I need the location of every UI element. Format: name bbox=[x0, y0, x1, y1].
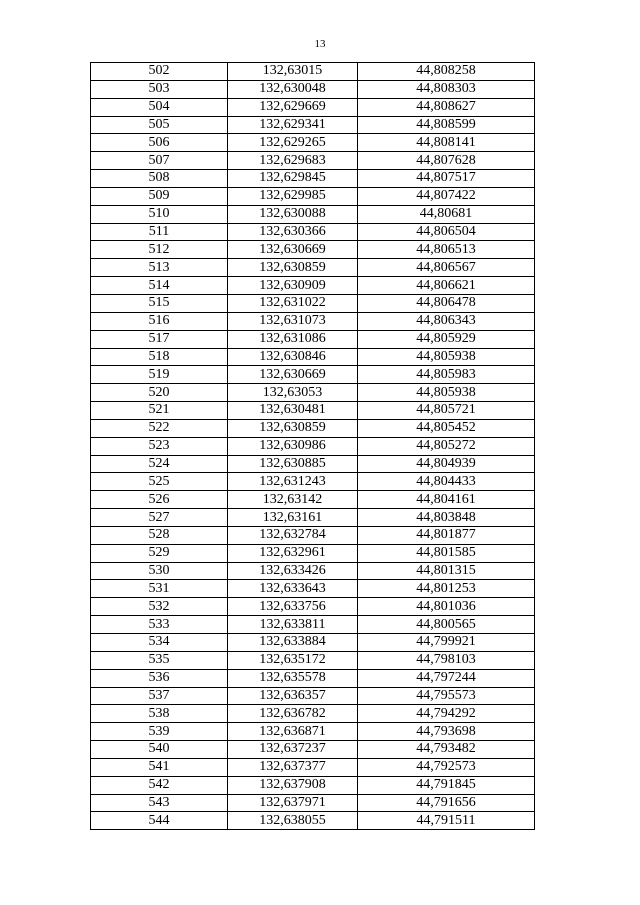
table-row bbox=[91, 384, 535, 402]
y-coordinate-cell: 44,807422 bbox=[358, 187, 535, 205]
table-row bbox=[91, 580, 535, 598]
point-number-cell: 522 bbox=[91, 419, 228, 437]
x-coordinate-cell: 132,63053 bbox=[228, 384, 358, 402]
point-number-cell: 532 bbox=[91, 598, 228, 616]
point-number-cell: 511 bbox=[91, 223, 228, 241]
point-number-cell: 535 bbox=[91, 651, 228, 669]
y-coordinate-cell: 44,806513 bbox=[358, 241, 535, 259]
point-number-cell: 504 bbox=[91, 98, 228, 116]
x-coordinate-cell: 132,633884 bbox=[228, 634, 358, 652]
table-row bbox=[91, 651, 535, 669]
x-coordinate-cell: 132,636357 bbox=[228, 687, 358, 705]
point-number-cell: 508 bbox=[91, 170, 228, 188]
point-number-cell: 524 bbox=[91, 455, 228, 473]
x-coordinate-cell: 132,635172 bbox=[228, 651, 358, 669]
point-number-cell: 538 bbox=[91, 705, 228, 723]
table-row bbox=[91, 170, 535, 188]
point-number-cell: 513 bbox=[91, 259, 228, 277]
x-coordinate-cell: 132,637377 bbox=[228, 758, 358, 776]
x-coordinate-cell: 132,633643 bbox=[228, 580, 358, 598]
point-number-cell: 537 bbox=[91, 687, 228, 705]
x-coordinate-cell: 132,630088 bbox=[228, 205, 358, 223]
y-coordinate-cell: 44,794292 bbox=[358, 705, 535, 723]
y-coordinate-cell: 44,80681 bbox=[358, 205, 535, 223]
y-coordinate-cell: 44,806478 bbox=[358, 294, 535, 312]
x-coordinate-cell: 132,633426 bbox=[228, 562, 358, 580]
y-coordinate-cell: 44,806504 bbox=[358, 223, 535, 241]
point-number-cell: 512 bbox=[91, 241, 228, 259]
table-row bbox=[91, 330, 535, 348]
x-coordinate-cell: 132,630366 bbox=[228, 223, 358, 241]
x-coordinate-cell: 132,631073 bbox=[228, 312, 358, 330]
table-row bbox=[91, 419, 535, 437]
table-row bbox=[91, 116, 535, 134]
x-coordinate-cell: 132,635578 bbox=[228, 669, 358, 687]
table-row bbox=[91, 509, 535, 527]
coordinates-table bbox=[90, 62, 535, 830]
table-row bbox=[91, 598, 535, 616]
y-coordinate-cell: 44,801036 bbox=[358, 598, 535, 616]
point-number-cell: 525 bbox=[91, 473, 228, 491]
x-coordinate-cell: 132,629845 bbox=[228, 170, 358, 188]
x-coordinate-cell: 132,637908 bbox=[228, 776, 358, 794]
x-coordinate-cell: 132,629683 bbox=[228, 152, 358, 170]
y-coordinate-cell: 44,799921 bbox=[358, 634, 535, 652]
point-number-cell: 540 bbox=[91, 741, 228, 759]
y-coordinate-cell: 44,805452 bbox=[358, 419, 535, 437]
y-coordinate-cell: 44,808141 bbox=[358, 134, 535, 152]
y-coordinate-cell: 44,795573 bbox=[358, 687, 535, 705]
point-number-cell: 505 bbox=[91, 116, 228, 134]
y-coordinate-cell: 44,807517 bbox=[358, 170, 535, 188]
table-row bbox=[91, 455, 535, 473]
point-number-cell: 539 bbox=[91, 723, 228, 741]
y-coordinate-cell: 44,805938 bbox=[358, 384, 535, 402]
point-number-cell: 507 bbox=[91, 152, 228, 170]
point-number-cell: 518 bbox=[91, 348, 228, 366]
table-row bbox=[91, 544, 535, 562]
x-coordinate-cell: 132,630669 bbox=[228, 366, 358, 384]
x-coordinate-cell: 132,637237 bbox=[228, 741, 358, 759]
x-coordinate-cell: 132,630048 bbox=[228, 80, 358, 98]
table-row bbox=[91, 473, 535, 491]
point-number-cell: 503 bbox=[91, 80, 228, 98]
x-coordinate-cell: 132,632784 bbox=[228, 526, 358, 544]
point-number-cell: 526 bbox=[91, 491, 228, 509]
x-coordinate-cell: 132,630859 bbox=[228, 419, 358, 437]
table-row bbox=[91, 259, 535, 277]
y-coordinate-cell: 44,791656 bbox=[358, 794, 535, 812]
point-number-cell: 543 bbox=[91, 794, 228, 812]
x-coordinate-cell: 132,633811 bbox=[228, 616, 358, 634]
x-coordinate-cell: 132,629985 bbox=[228, 187, 358, 205]
point-number-cell: 517 bbox=[91, 330, 228, 348]
y-coordinate-cell: 44,805721 bbox=[358, 402, 535, 420]
x-coordinate-cell: 132,630885 bbox=[228, 455, 358, 473]
table-row bbox=[91, 152, 535, 170]
point-number-cell: 531 bbox=[91, 580, 228, 598]
table-row bbox=[91, 669, 535, 687]
table-row bbox=[91, 205, 535, 223]
y-coordinate-cell: 44,808303 bbox=[358, 80, 535, 98]
point-number-cell: 520 bbox=[91, 384, 228, 402]
y-coordinate-cell: 44,805938 bbox=[358, 348, 535, 366]
table-row bbox=[91, 80, 535, 98]
point-number-cell: 519 bbox=[91, 366, 228, 384]
table-row bbox=[91, 98, 535, 116]
table-row bbox=[91, 687, 535, 705]
point-number-cell: 516 bbox=[91, 312, 228, 330]
point-number-cell: 514 bbox=[91, 277, 228, 295]
x-coordinate-cell: 132,638055 bbox=[228, 812, 358, 830]
table-row bbox=[91, 794, 535, 812]
point-number-cell: 542 bbox=[91, 776, 228, 794]
x-coordinate-cell: 132,63161 bbox=[228, 509, 358, 527]
y-coordinate-cell: 44,800565 bbox=[358, 616, 535, 634]
point-number-cell: 509 bbox=[91, 187, 228, 205]
x-coordinate-cell: 132,630859 bbox=[228, 259, 358, 277]
table-row bbox=[91, 223, 535, 241]
x-coordinate-cell: 132,630986 bbox=[228, 437, 358, 455]
x-coordinate-cell: 132,63142 bbox=[228, 491, 358, 509]
y-coordinate-cell: 44,806621 bbox=[358, 277, 535, 295]
y-coordinate-cell: 44,804433 bbox=[358, 473, 535, 491]
y-coordinate-cell: 44,792573 bbox=[358, 758, 535, 776]
point-number-cell: 527 bbox=[91, 509, 228, 527]
point-number-cell: 528 bbox=[91, 526, 228, 544]
y-coordinate-cell: 44,798103 bbox=[358, 651, 535, 669]
y-coordinate-cell: 44,801315 bbox=[358, 562, 535, 580]
point-number-cell: 530 bbox=[91, 562, 228, 580]
point-number-cell: 506 bbox=[91, 134, 228, 152]
table-row bbox=[91, 776, 535, 794]
y-coordinate-cell: 44,805272 bbox=[358, 437, 535, 455]
x-coordinate-cell: 132,631243 bbox=[228, 473, 358, 491]
y-coordinate-cell: 44,791511 bbox=[358, 812, 535, 830]
table-row bbox=[91, 312, 535, 330]
y-coordinate-cell: 44,806343 bbox=[358, 312, 535, 330]
table-row bbox=[91, 616, 535, 634]
x-coordinate-cell: 132,630669 bbox=[228, 241, 358, 259]
table-row bbox=[91, 241, 535, 259]
table-row bbox=[91, 187, 535, 205]
x-coordinate-cell: 132,633756 bbox=[228, 598, 358, 616]
y-coordinate-cell: 44,805983 bbox=[358, 366, 535, 384]
table-row bbox=[91, 63, 535, 81]
x-coordinate-cell: 132,632961 bbox=[228, 544, 358, 562]
table-row bbox=[91, 437, 535, 455]
table-body bbox=[91, 63, 535, 830]
y-coordinate-cell: 44,804939 bbox=[358, 455, 535, 473]
table-row bbox=[91, 366, 535, 384]
y-coordinate-cell: 44,801877 bbox=[358, 526, 535, 544]
x-coordinate-cell: 132,631022 bbox=[228, 294, 358, 312]
point-number-cell: 515 bbox=[91, 294, 228, 312]
table-row bbox=[91, 526, 535, 544]
y-coordinate-cell: 44,808258 bbox=[358, 63, 535, 81]
table-row bbox=[91, 134, 535, 152]
page-number: 13 bbox=[314, 38, 326, 50]
point-number-cell: 521 bbox=[91, 402, 228, 420]
point-number-cell: 502 bbox=[91, 63, 228, 81]
point-number-cell: 510 bbox=[91, 205, 228, 223]
point-number-cell: 544 bbox=[91, 812, 228, 830]
point-number-cell: 536 bbox=[91, 669, 228, 687]
point-number-cell: 529 bbox=[91, 544, 228, 562]
y-coordinate-cell: 44,803848 bbox=[358, 509, 535, 527]
x-coordinate-cell: 132,636871 bbox=[228, 723, 358, 741]
x-coordinate-cell: 132,629669 bbox=[228, 98, 358, 116]
table-row bbox=[91, 294, 535, 312]
y-coordinate-cell: 44,791845 bbox=[358, 776, 535, 794]
x-coordinate-cell: 132,630909 bbox=[228, 277, 358, 295]
y-coordinate-cell: 44,804161 bbox=[358, 491, 535, 509]
y-coordinate-cell: 44,797244 bbox=[358, 669, 535, 687]
x-coordinate-cell: 132,629341 bbox=[228, 116, 358, 134]
table-row bbox=[91, 705, 535, 723]
x-coordinate-cell: 132,636782 bbox=[228, 705, 358, 723]
table-row bbox=[91, 812, 535, 830]
table-row bbox=[91, 758, 535, 776]
x-coordinate-cell: 132,630846 bbox=[228, 348, 358, 366]
x-coordinate-cell: 132,630481 bbox=[228, 402, 358, 420]
table-row bbox=[91, 562, 535, 580]
table-row bbox=[91, 634, 535, 652]
point-number-cell: 523 bbox=[91, 437, 228, 455]
y-coordinate-cell: 44,806567 bbox=[358, 259, 535, 277]
table-row bbox=[91, 491, 535, 509]
y-coordinate-cell: 44,801585 bbox=[358, 544, 535, 562]
table-row bbox=[91, 723, 535, 741]
point-number-cell: 541 bbox=[91, 758, 228, 776]
y-coordinate-cell: 44,807628 bbox=[358, 152, 535, 170]
x-coordinate-cell: 132,629265 bbox=[228, 134, 358, 152]
y-coordinate-cell: 44,805929 bbox=[358, 330, 535, 348]
table-row bbox=[91, 277, 535, 295]
y-coordinate-cell: 44,808599 bbox=[358, 116, 535, 134]
x-coordinate-cell: 132,631086 bbox=[228, 330, 358, 348]
x-coordinate-cell: 132,63015 bbox=[228, 63, 358, 81]
y-coordinate-cell: 44,801253 bbox=[358, 580, 535, 598]
table-row bbox=[91, 402, 535, 420]
point-number-cell: 534 bbox=[91, 634, 228, 652]
y-coordinate-cell: 44,793698 bbox=[358, 723, 535, 741]
table-row bbox=[91, 348, 535, 366]
y-coordinate-cell: 44,793482 bbox=[358, 741, 535, 759]
point-number-cell: 533 bbox=[91, 616, 228, 634]
table-row bbox=[91, 741, 535, 759]
x-coordinate-cell: 132,637971 bbox=[228, 794, 358, 812]
y-coordinate-cell: 44,808627 bbox=[358, 98, 535, 116]
